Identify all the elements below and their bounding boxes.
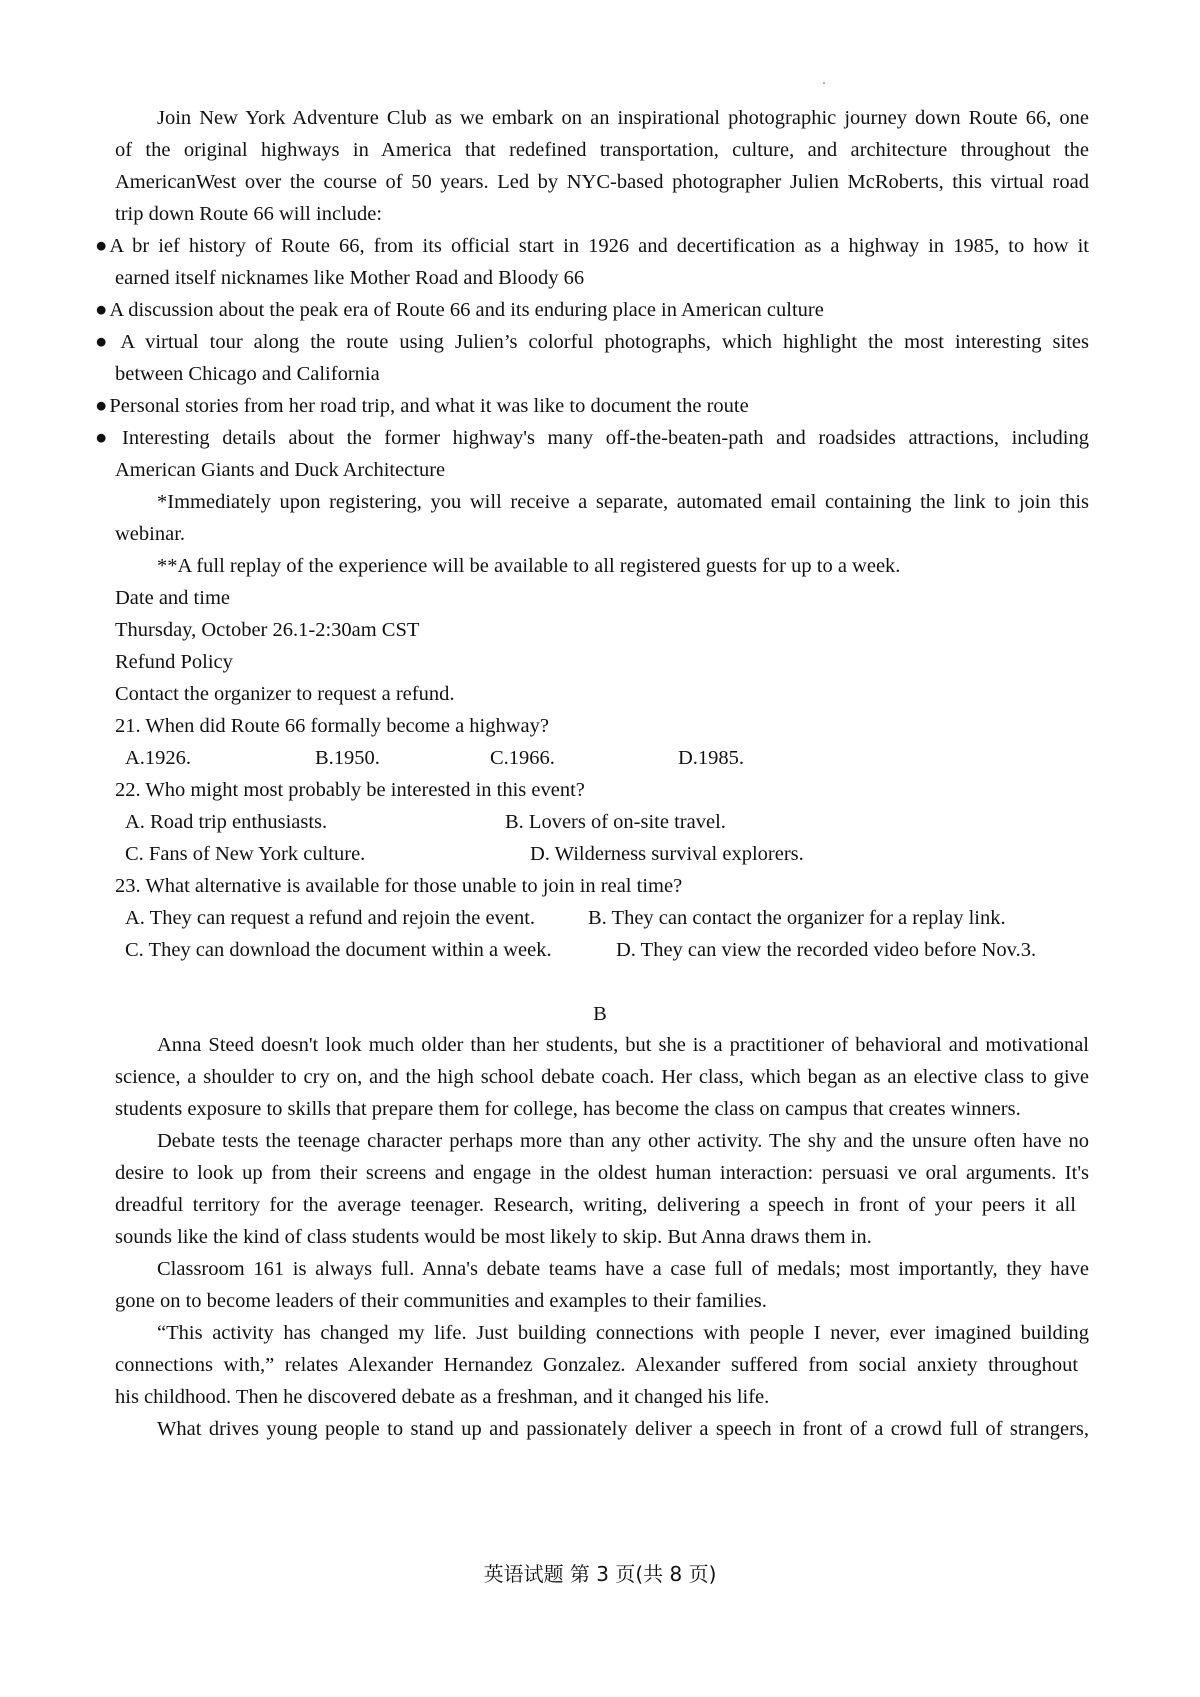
paragraph-line: Anna Steed doesn't look much older than her students, but she is a practitioner of behavioral and motivational: [157, 1034, 1089, 1056]
paragraph-line: sounds like the kind of class students would be most likely to skip. But Anna draws them in.: [115, 1226, 872, 1248]
date-value: Thursday, October 26.1-2:30am CST: [115, 619, 420, 641]
bullet-item: ●Personal stories from her road trip, and what it was like to document the route: [95, 395, 749, 417]
option-21a: A.1926.: [125, 747, 192, 769]
registration-note: *Immediately upon registering, you will receive a separate, automated email containing the link to join this: [157, 491, 1089, 513]
paragraph-line: What drives young people to stand up and passionately deliver a speech in front of a crowd full of strangers,: [157, 1418, 1089, 1440]
bullet-item: ● Interesting details about the former highway's many off-the-beaten-path and roadsides attractions, including: [95, 427, 1090, 449]
option-23b: B. They can contact the organizer for a replay link.: [588, 907, 1006, 929]
option-22c: C. Fans of New York culture.: [125, 843, 366, 865]
page-footer: 英语试题 第 3 页(共 8 页): [483, 1562, 717, 1586]
section-heading: B: [593, 1003, 607, 1025]
paragraph-line: his childhood. Then he discovered debate as a freshman, and it changed his life.: [115, 1386, 770, 1408]
bullet-continuation: between Chicago and California: [115, 363, 380, 385]
bullet-item: ● A virtual tour along the route using Julien’s colorful photographs, which highlight the most interesting sites: [95, 331, 1089, 353]
option-22b: B. Lovers of on-site travel.: [505, 811, 726, 833]
bullet-continuation: earned itself nicknames like Mother Road and Bloody 66: [115, 267, 585, 289]
scan-speck: [823, 82, 825, 84]
bullet-item: ●A discussion about the peak era of Route 66 and its enduring place in American culture: [95, 299, 824, 321]
paragraph-line: desire to look up from their screens and engage in the oldest human interaction: persuasi ve oral arguments. It's: [115, 1162, 1089, 1184]
paragraph-line: gone on to become leaders of their communities and examples to their families.: [115, 1290, 767, 1312]
option-23c: C. They can download the document within a week.: [125, 939, 552, 961]
date-heading: Date and time: [115, 587, 230, 609]
registration-note-continuation: webinar.: [115, 523, 186, 545]
option-23d: D. They can view the recorded video before Nov.3.: [616, 939, 1037, 961]
bullet-icon: ●: [95, 395, 108, 417]
intro-line: of the original highways in America that redefined transportation, culture, and architecture throughout the: [115, 139, 1089, 161]
option-21c: C.1966.: [490, 747, 555, 769]
paragraph-line: dreadful territory for the average teenager. Research, writing, delivering a speech in front of your peers it all: [115, 1194, 1076, 1216]
question-23: 23. What alternative is available for those unable to join in real time?: [115, 875, 683, 897]
refund-heading: Refund Policy: [115, 651, 233, 673]
option-23a: A. They can request a refund and rejoin the event.: [125, 907, 536, 929]
refund-value: Contact the organizer to request a refund.: [115, 683, 455, 705]
option-22d: D. Wilderness survival explorers.: [530, 843, 804, 865]
bullet-icon: ●: [95, 331, 119, 353]
bullet-continuation: American Giants and Duck Architecture: [115, 459, 446, 481]
question-22: 22. Who might most probably be interested in this event?: [115, 779, 585, 801]
paragraph-line: students exposure to skills that prepare them for college, has become the class on campus that creates winners.: [115, 1098, 1021, 1120]
option-21d: D.1985.: [678, 747, 745, 769]
bullet-item: ●A br ief history of Route 66, from its official start in 1926 and decertification as a highway in 1985, to how it: [95, 235, 1089, 257]
paragraph-line: Debate tests the teenage character perhaps more than any other activity. The shy and the unsure often have no: [157, 1130, 1089, 1152]
intro-line: Join New York Adventure Club as we embark on an inspirational photographic journey down Route 66, one: [157, 107, 1089, 129]
bullet-icon: ●: [95, 427, 121, 449]
bullet-icon: ●: [95, 299, 108, 321]
replay-note: **A full replay of the experience will be available to all registered guests for up to a week.: [157, 555, 901, 577]
option-22a: A. Road trip enthusiasts.: [125, 811, 328, 833]
intro-line: trip down Route 66 will include:: [115, 203, 383, 225]
paragraph-line: “This activity has changed my life. Just building connections with people I never, ever imagined building: [157, 1322, 1089, 1344]
bullet-icon: ●: [95, 235, 108, 257]
paragraph-line: connections with,” relates Alexander Hernandez Gonzalez. Alexander suffered from social anxiety throughout: [115, 1354, 1079, 1376]
intro-line: AmericanWest over the course of 50 years. Led by NYC-based photographer Julien McRoberts, this virtual road: [115, 171, 1089, 193]
paragraph-line: science, a shoulder to cry on, and the high school debate coach. Her class, which began as an elective class to give: [115, 1066, 1089, 1088]
option-21b: B.1950.: [315, 747, 380, 769]
question-21: 21. When did Route 66 formally become a highway?: [115, 715, 549, 737]
paragraph-line: Classroom 161 is always full. Anna's debate teams have a case full of medals; most importantly, they have: [157, 1258, 1089, 1280]
